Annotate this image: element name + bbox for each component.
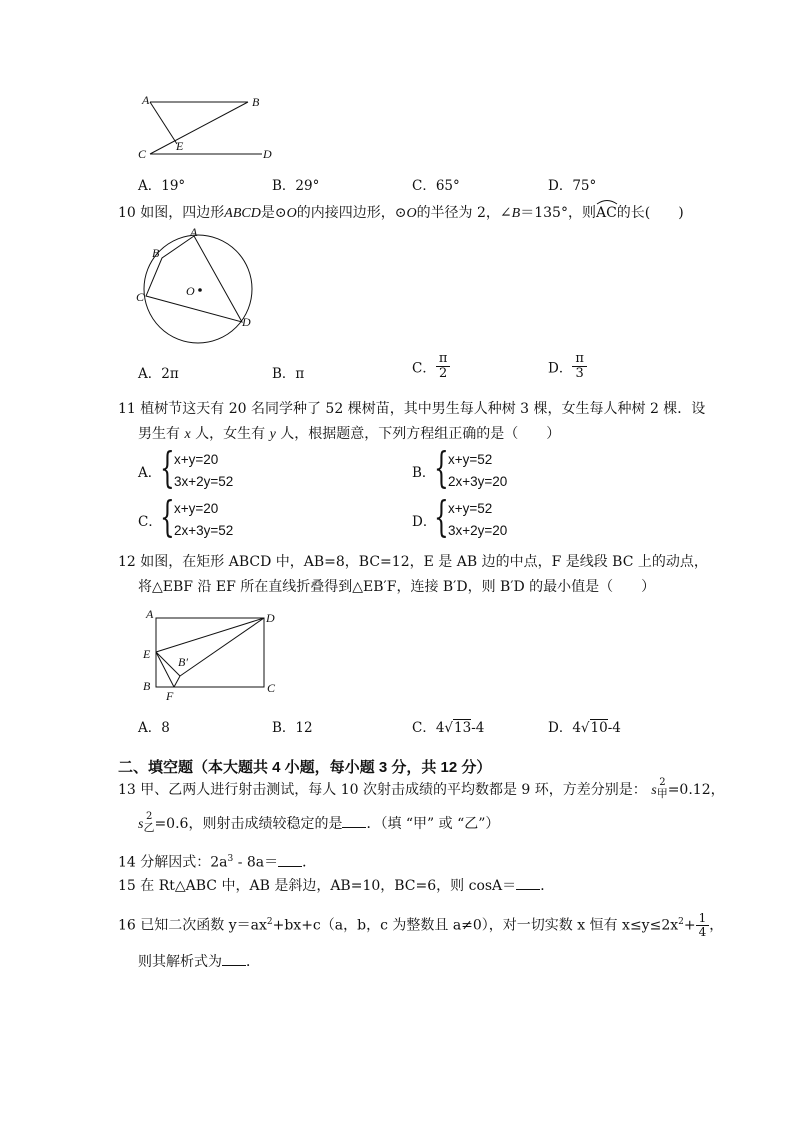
q9-figure [130,92,290,164]
frac-numerator: π [436,352,451,367]
subscript-yi: 乙 [143,821,155,834]
equation-2: 3x+2y=20 [448,523,508,538]
q11-option-b-system [448,449,507,493]
label-d: D [242,315,251,329]
q11-text-c: 人，根据题意，下列方程组正确的是（ ） [280,426,561,442]
q11-line-2 [138,425,560,444]
label-b: B [143,679,151,693]
frac-denominator: 2 [438,366,448,381]
answer-blank[interactable] [222,953,246,966]
equation-2: 2x+3y=20 [448,474,508,489]
frac-numerator: 1 [696,912,710,926]
label-a: A [146,607,154,621]
q10-arc-text: AC [595,205,617,221]
q9-option-d[interactable]: D．75° [548,178,597,194]
q16-fraction [696,912,710,939]
sqrt-sign-icon: √ [580,720,590,736]
q14-sup: 3 [227,854,234,864]
rectangle-abcd [156,618,264,687]
q13-jia-value: =0.12， [667,782,725,798]
q10-arc [596,204,617,222]
segment-ed [156,618,264,652]
equation-2: 3x+2y=52 [174,474,234,489]
q11-text-b: 人，女生有 [195,426,266,442]
q13-line-2 [138,811,500,834]
label-d: D [263,147,272,161]
q11-option-c-label: C． [138,514,162,530]
q11-option-c-system [174,498,233,542]
frac-denominator: 4 [698,925,707,939]
q10-number: 10 [118,205,136,221]
q12-option-d-suffix: -4 [607,720,621,736]
label-b-prime: B′ [178,655,188,669]
segment-fb-prime [174,676,180,687]
q10-o1: O [286,206,297,221]
center-dot [198,288,202,292]
q11-option-b-label: B． [412,465,436,481]
q11-x: x [184,427,191,442]
q11-line-1: 11 植树节这天有 20 名同学种了 52 棵树苗，其中男生每人种树 3 棵，女生每人种树 2 棵．设 [118,401,706,417]
answer-blank[interactable] [278,854,302,867]
q11-option-d-label: D． [412,514,437,530]
subscript-jia: 甲 [656,787,668,800]
brace-icon: { [160,492,175,541]
answer-blank[interactable] [516,877,540,890]
q12-figure [138,606,288,702]
q10-stem [118,204,684,223]
arc-mark-icon [596,199,618,205]
q10-o2: O [406,206,417,221]
equation-1: x+y=52 [448,452,493,467]
q15-end: ． [540,878,555,894]
q10-option-d[interactable] [548,352,587,381]
q16-text-1: 16 已知二次函数 y＝ax [118,917,267,934]
q16-text-3: + [683,917,696,934]
quadrilateral-abcd [146,236,242,322]
frac-numerator: π [572,352,587,367]
q16-end: ． [246,954,260,970]
q12-option-d-radicand: 10 [590,720,608,736]
section-title-fill-in: 二、填空题（本大题共 4 小题，每小题 3 分，共 12 分） [118,759,492,776]
q16-line-2-text: 则其解析式为 [138,954,222,970]
q14-end: ． [302,854,317,871]
variance-symbol: s [138,817,144,832]
variance-symbol: s [651,783,657,798]
q10-option-c-fraction [436,352,451,381]
q13-yi-value: =0.6，则射击成绩较稳定的是 [154,816,343,832]
segment-bc [150,102,248,154]
answer-blank[interactable] [342,815,366,828]
brace-icon: { [434,443,449,492]
q11-option-d-system [448,498,507,542]
q10-text-4: 的半径为 2，∠ [416,205,512,221]
q12-option-c[interactable] [412,716,484,736]
segment-b-prime-d [180,618,264,676]
q10-text-1: 如图，四边形 [140,205,225,221]
label-c: C [136,290,145,304]
q13-line-1 [118,777,725,800]
q12-option-a[interactable]: A．8 [138,720,170,736]
segment-eb-prime [156,652,180,676]
q10-b: B [511,206,521,221]
label-f: F [166,689,174,702]
q10-figure [132,226,262,346]
q12-line-1: 12 如图，在矩形 ABCD 中，AB=8，BC=12，E 是 AB 边的中点，F 是线段 BC 上的动点， [118,554,708,570]
q10-option-c-label: C． [412,360,436,377]
q10-abcd: ABCD [224,206,261,221]
q14-line [118,850,316,872]
q12-option-d[interactable] [548,716,621,736]
q10-option-d-label: D． [548,360,573,377]
q11-option-a-label: A． [138,465,162,481]
q10-option-c[interactable] [412,352,450,381]
q12-option-c-radicand: 13 [454,720,472,736]
q16-text-2: +bx+c（a，b，c 为整数且 a≠0），对一切实数 x 恒有 x≤y≤2x [272,917,679,934]
brace-icon: { [160,443,175,492]
q12-option-c-suffix: -4 [471,720,485,736]
equation-1: x+y=20 [174,501,219,516]
q10-option-b[interactable]: B．π [272,366,305,382]
q11-option-a-system [174,449,233,493]
sqrt-sign-icon: √ [444,720,454,736]
label-a: A [142,93,150,107]
q10-text-6: 的长( ) [616,205,684,221]
equation-1: x+y=52 [448,501,493,516]
q14-text: 14 分解因式：2a [118,854,228,871]
equation-1: x+y=20 [174,452,219,467]
q10-text-5: ＝135°，则 [520,205,596,221]
q12-option-d-prefix: D．4 [548,720,581,736]
variance-jia [651,777,668,800]
q14-text-2: - 8a＝ [233,854,279,871]
q9-option-c[interactable]: C．65° [412,178,460,194]
superscript: 2 [659,777,666,788]
q10-text-2: 是⊙ [260,205,287,221]
q16-sup-1: 2 [266,916,273,927]
q12-option-c-prefix: C．4 [412,720,445,736]
q16-sup-2: 2 [678,916,684,927]
label-b: B [252,95,260,109]
segment-ef [156,652,174,687]
q12-option-b[interactable]: B．12 [272,720,313,736]
q9-option-a[interactable]: A．19° [138,178,186,194]
superscript: 2 [146,811,153,822]
label-a: A [190,226,198,239]
frac-denominator: 3 [575,366,584,381]
segment-ae [150,102,177,144]
q9-option-b[interactable]: B．29° [272,178,320,194]
q16-line-1 [118,912,723,939]
q15-text: 15 在 Rt△ABC 中，AB 是斜边，AB=10，BC=6，则 cosA＝ [118,878,517,894]
variance-yi [138,811,155,834]
label-d: D [266,611,275,625]
q15-line [118,877,554,895]
label-c: C [267,681,276,695]
label-e: E [176,139,184,153]
brace-icon: { [434,492,449,541]
q11-y: y [269,427,276,442]
equation-2: 2x+3y=52 [174,523,234,538]
label-o: O [186,284,195,298]
q10-text-3: 的内接四边形，⊙ [296,205,407,221]
q13-text: 13 甲、乙两人进行射击测试，每人 10 次射击成绩的平均数都是 9 环，方差分别是： [118,782,647,798]
label-c: C [138,147,147,161]
q10-option-a[interactable]: A．2π [138,366,179,382]
q16-line-2 [138,953,260,971]
label-e: E [143,647,151,661]
q16-text-4: ， [709,917,724,934]
q11-text-a: 男生有 [138,426,180,442]
q10-option-d-fraction [572,352,587,381]
q12-line-2: 将△EBF 沿 EF 所在直线折叠得到△EB′F，连接 B′D，则 B′D 的最小值是（ ） [138,579,656,595]
q13-end: ．（填 “甲” 或 “乙”） [366,816,500,832]
circle-o [144,235,252,343]
label-b: B [152,246,160,260]
